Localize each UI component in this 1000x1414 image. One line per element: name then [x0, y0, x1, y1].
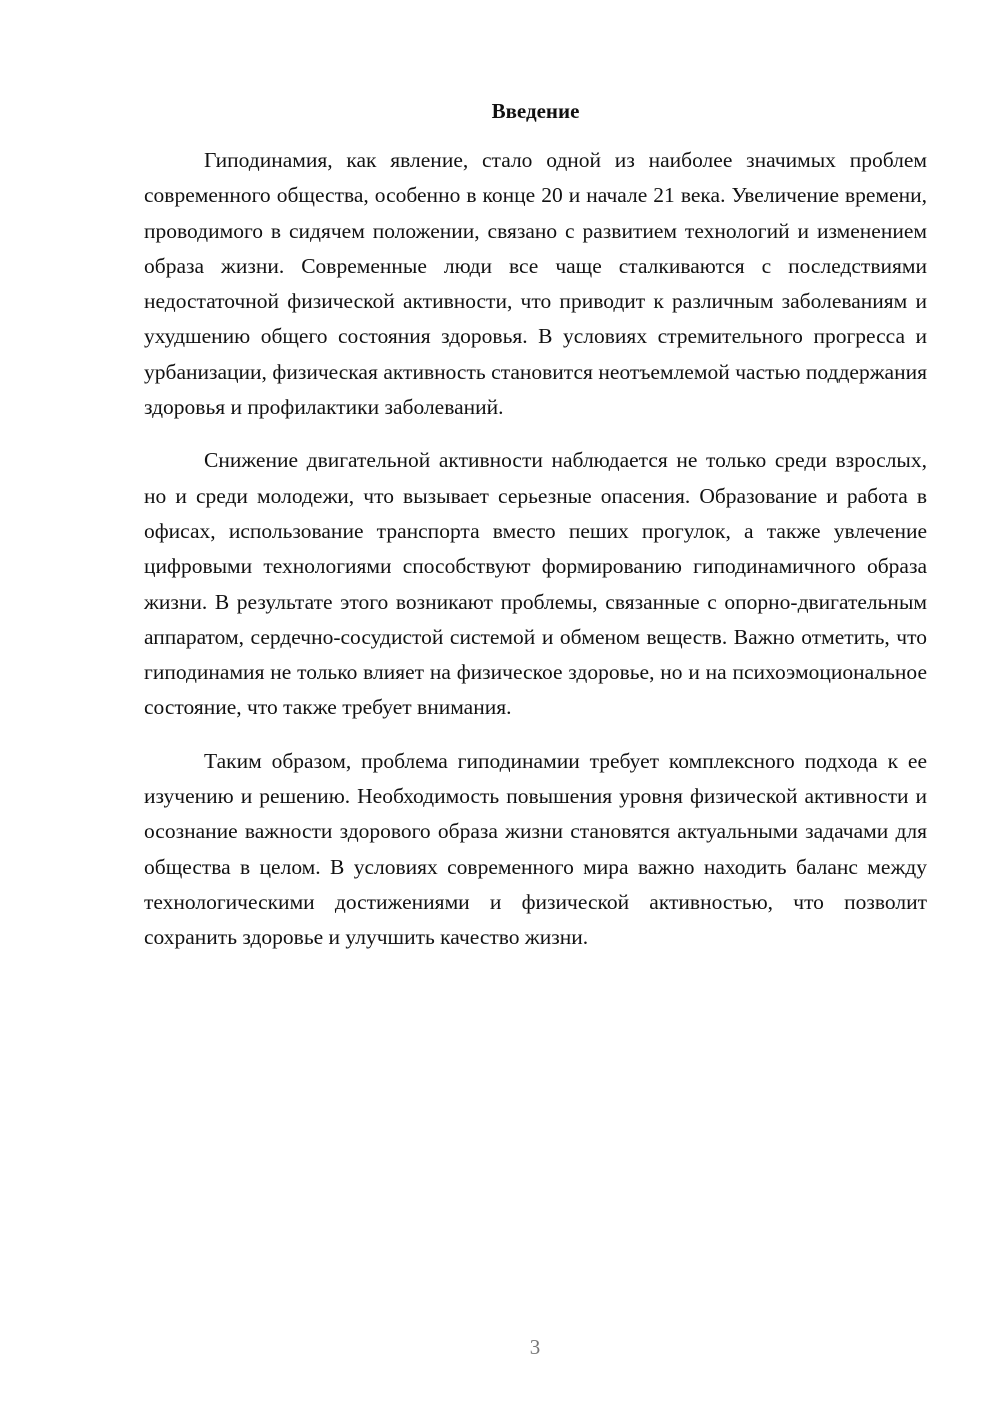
paragraph-3: Таким образом, проблема гиподинамии требует комплексного подхода к ее изучению и решению. Необходимость повышения уровня физической активности и осознание важности здорового образа жизни становятся актуальными задачами для общества в целом. В условиях современного мира важно находить баланс между технологическими достижениями и физической активностью, что позволит сохранить здоровье и улучшить качество жизни. [144, 748, 927, 950]
section-heading: Введение [491, 99, 580, 123]
paragraph-1: Гиподинамия, как явление, стало одной из наиболее значимых проблем современного общества, особенно в конце 20 и начале 21 века. Увеличение времени, проводимого в сидячем положении, связано с развитием технологий и изменением образа жизни. Современные люди все чаще сталкиваются с последствиями недостаточной физической активности, что приводит к различным заболеваниям и ухудшению общего состояния здоровья. В условиях стремительного прогресса и урбанизации, физическая активность становится неотъемлемой частью поддержания здоровья и профилактики заболеваний. [144, 148, 927, 420]
paragraph-2: Снижение двигательной активности наблюдается не только среди взрослых, но и среди молодежи, что вызывает серьезные опасения. Образование и работа в офисах, использование транспорта вместо пеших прогулок, а также увлечение цифровыми технологиями способствуют формированию гиподинамичного образа жизни. В результате этого возникают проблемы, связанные с опорно-двигательным аппаратом, сердечно-сосудистой системой и обменом веществ. Важно отметить, что гиподинамия не только влияет на физическое здоровье, но и на психоэмоциональное состояние, что также требует внимания. [144, 448, 927, 720]
body-text [144, 143, 927, 974]
page-number: 3 [529, 1335, 541, 1359]
